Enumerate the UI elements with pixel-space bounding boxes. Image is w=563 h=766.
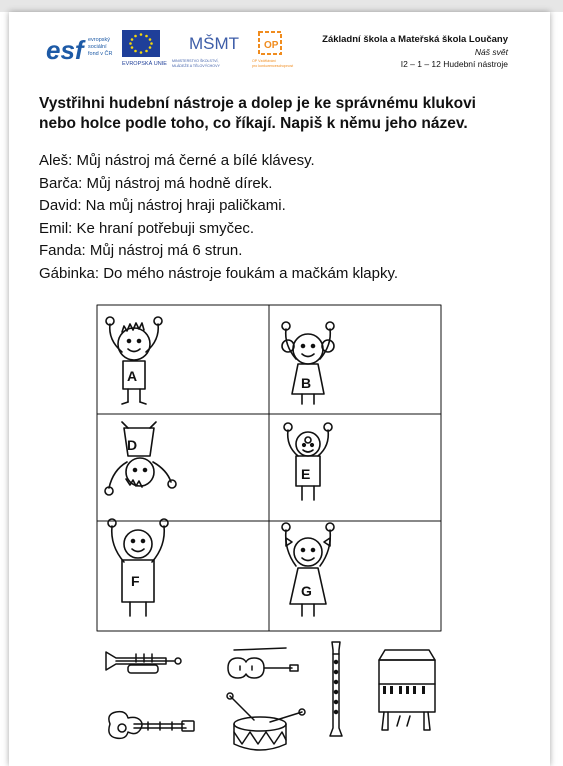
recorder-icon: [330, 642, 342, 736]
esf-logo: [46, 35, 112, 65]
msmt-logo-text: MŠMT: [189, 34, 240, 53]
statement-gabinka: Gábinka: Do mého nástroje foukám a mačkám klapky.: [39, 264, 399, 282]
viewer-top-bar: [0, 0, 563, 12]
figure-d: [105, 422, 176, 495]
school-name: Základní škola a Mateřská škola Loučany: [322, 34, 508, 45]
statement-ales: Aleš: Můj nástroj má černé a bílé klávesy.: [39, 152, 315, 169]
msmt-logo: [172, 34, 239, 68]
svg-text:MLÁDEŽE A TĚLOVÝCHOVY: MLÁDEŽE A TĚLOVÝCHOVY: [172, 64, 220, 68]
svg-text:OP: OP: [264, 40, 279, 51]
figure-d-label: D: [127, 437, 138, 453]
svg-text:OP Vzdělávání: OP Vzdělávání: [252, 59, 276, 63]
svg-text:evropský: evropský: [88, 37, 111, 43]
figure-e: [284, 423, 332, 500]
worksheet-code: I2 – 1 – 12 Hudební nástroje: [400, 59, 508, 69]
drum-icon: [227, 693, 305, 750]
figure-g: [282, 523, 334, 616]
svg-text:MINISTERSTVO ŠKOLSTVÍ,: MINISTERSTVO ŠKOLSTVÍ,: [172, 59, 219, 63]
header-logos: [44, 27, 304, 72]
figure-b-label: B: [301, 375, 312, 391]
figure-f: [108, 519, 168, 616]
eu-logo-text: EVROPSKÁ UNIE: [122, 61, 167, 67]
instruments-strip: [94, 632, 474, 757]
statements-list: [39, 150, 509, 285]
worksheet-page: [9, 12, 550, 766]
svg-text:pro konkurenceschopnost: pro konkurenceschopnost: [252, 64, 294, 68]
eu-flag-logo: [122, 30, 167, 67]
school-header: [268, 34, 508, 69]
figure-f-label: F: [131, 573, 140, 589]
piano-icon: [379, 650, 435, 730]
svg-text:fond v ČR: fond v ČR: [88, 51, 113, 57]
statement-david: David: Na můj nástroj hraji paličkami.: [39, 197, 286, 214]
trumpet-icon: [106, 652, 181, 673]
figures-grid: [96, 304, 442, 632]
violin-icon: [228, 648, 298, 678]
statement-emil: Emil: Ke hraní potřebuji smyčec.: [39, 219, 255, 237]
figure-a-label: A: [127, 368, 138, 384]
statement-fanda: Fanda: Můj nástroj má 6 strun.: [39, 242, 243, 259]
figure-b: [282, 322, 334, 404]
guitar-icon: [109, 712, 194, 739]
esf-logo-text: esf: [46, 35, 84, 65]
figure-a: [106, 317, 162, 404]
statement-barca: Barča: Můj nástroj má hodně dírek.: [39, 174, 273, 192]
subject-name: Náš svět: [474, 47, 508, 57]
svg-text:sociální: sociální: [88, 44, 107, 50]
task-instruction: Vystřihni hudební nástroje a dolep je ke správnému klukovi nebo holce podle toho, co říkají. Napiš k němu jeho název.: [39, 95, 476, 132]
figure-g-label: G: [301, 583, 312, 599]
figure-e-label: E: [301, 466, 311, 482]
